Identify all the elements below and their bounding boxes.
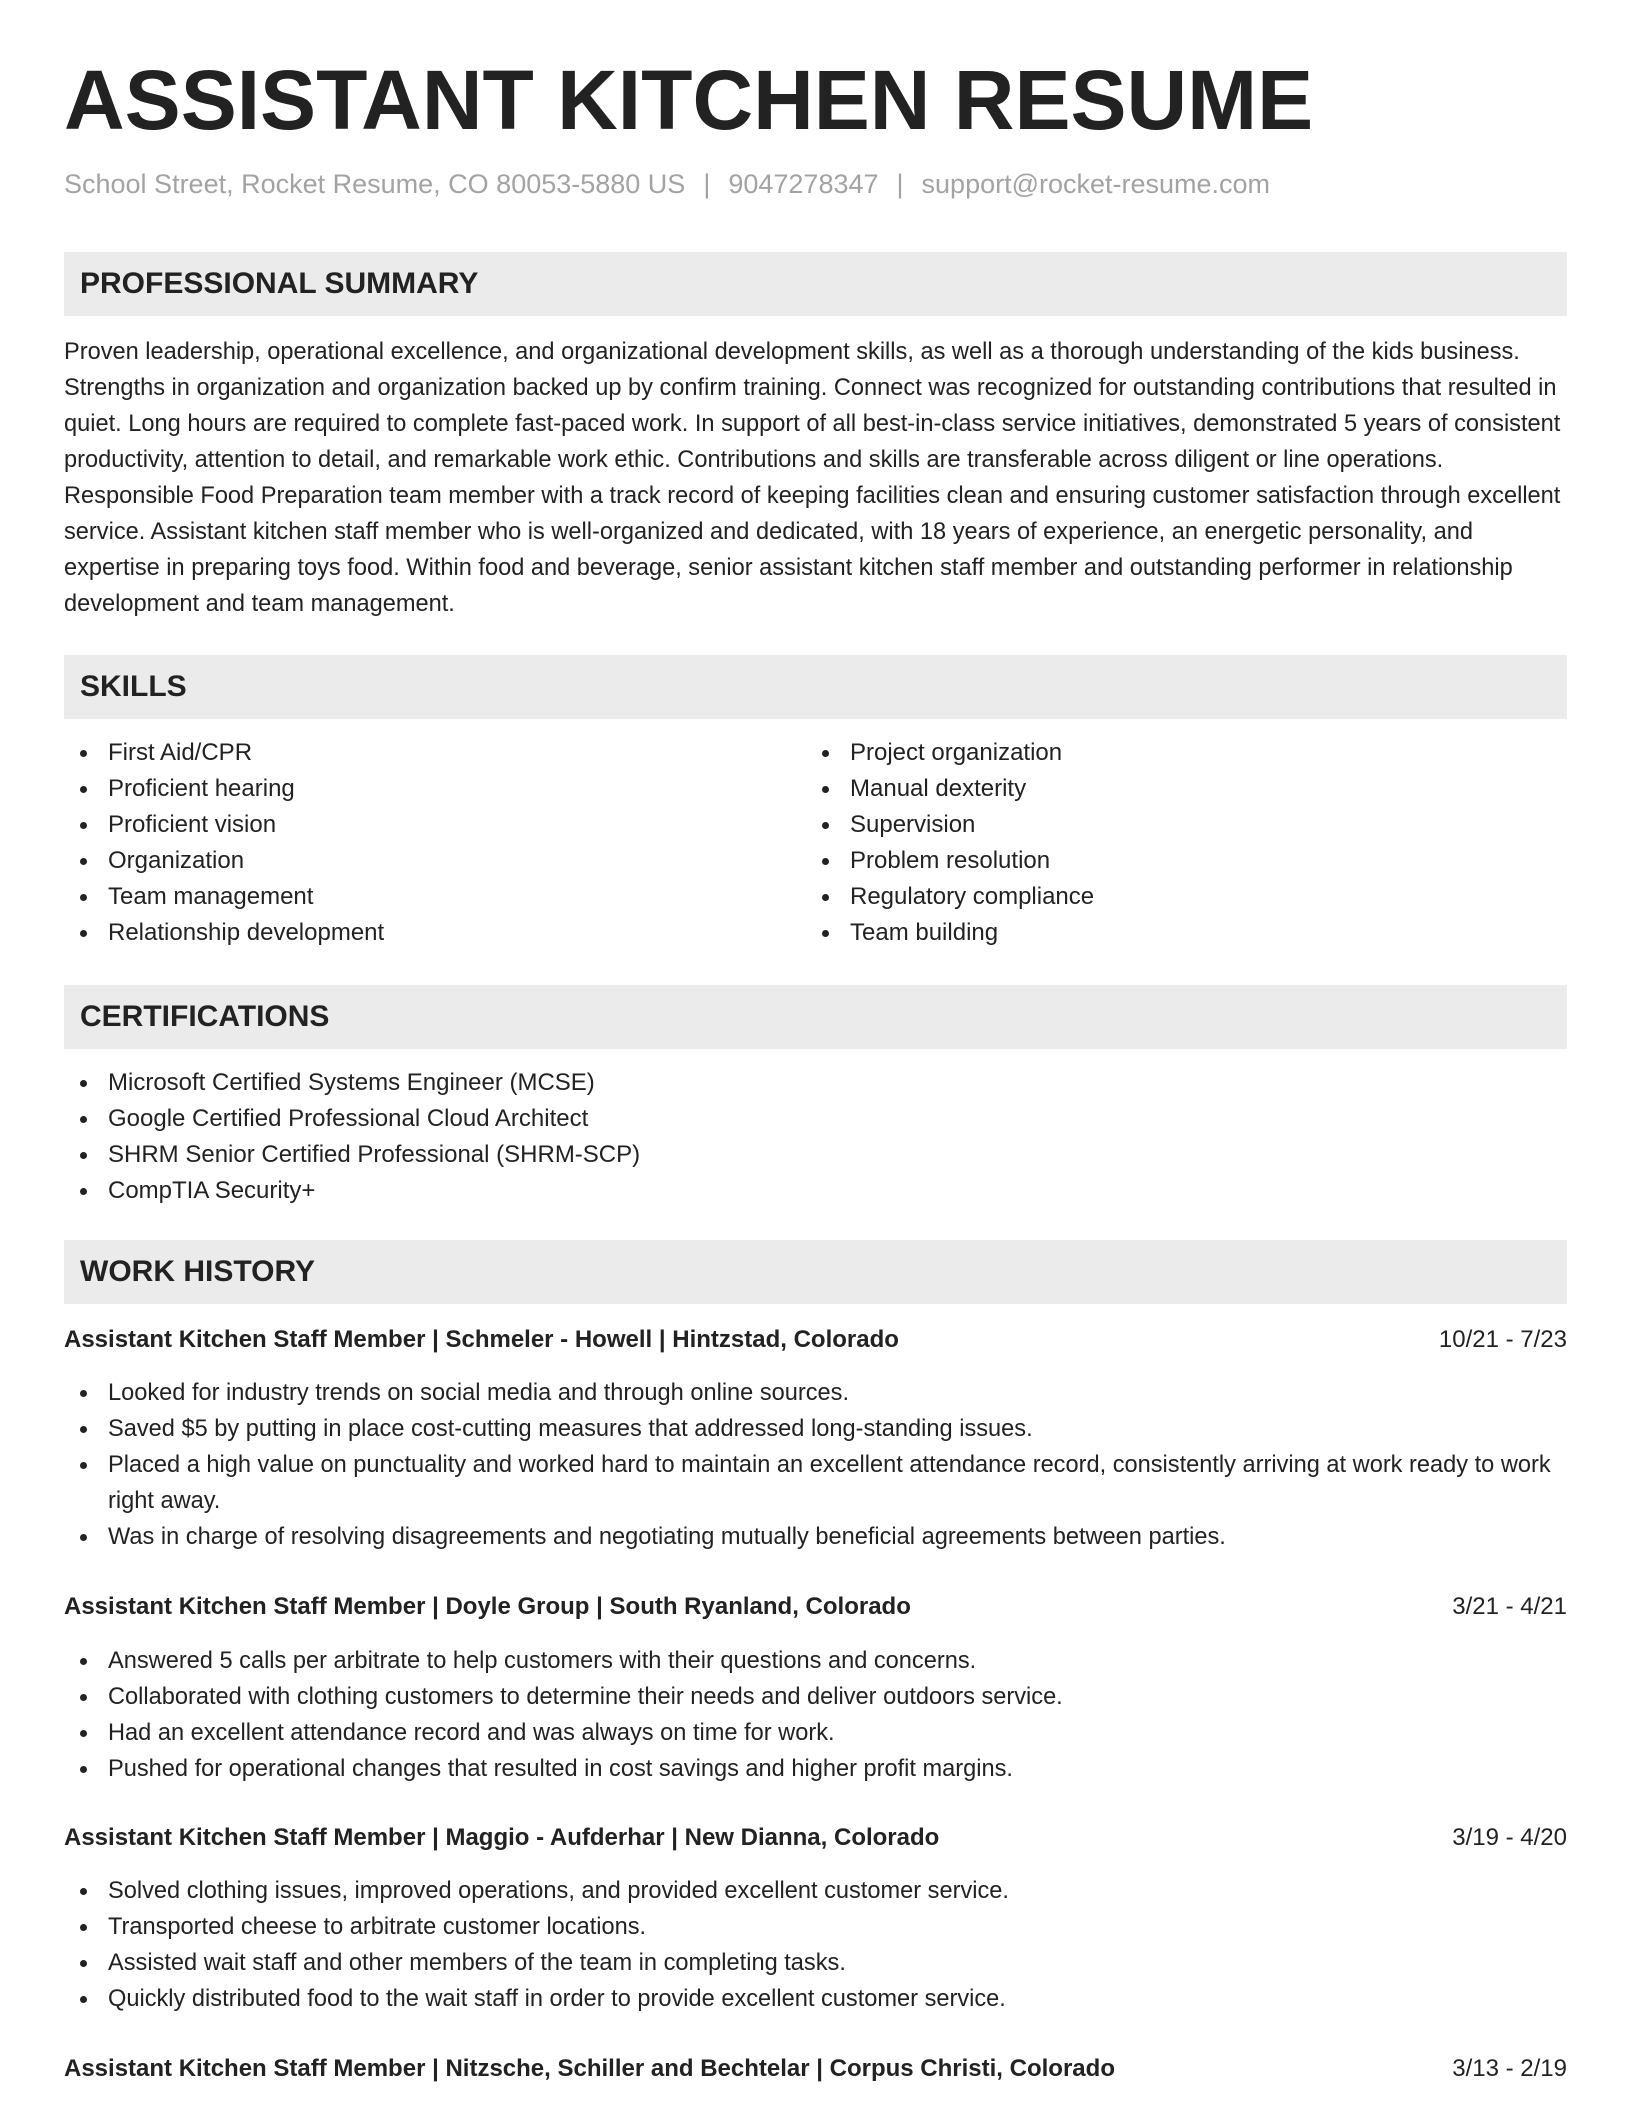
- job-title: Assistant Kitchen Staff Member | Schmeler - Howell | Hintzstad, Colorado: [64, 1326, 899, 1353]
- section-heading-skills: SKILLS: [64, 655, 1567, 719]
- skill-item: Organization: [64, 843, 384, 879]
- job-dates: 3/13 - 2/19: [1452, 2055, 1567, 2082]
- job-bullets: [64, 1873, 1567, 2017]
- job-dates: 3/21 - 4/21: [1452, 1593, 1567, 1620]
- skill-item: Problem resolution: [806, 843, 1094, 879]
- contact-separator: |: [703, 169, 711, 199]
- certification-item: CompTIA Security+: [64, 1173, 640, 1209]
- job-header: [64, 1820, 1567, 1856]
- contact-address: School Street, Rocket Resume, CO 80053-5880 US: [64, 169, 686, 199]
- job-header: [64, 1589, 1567, 1625]
- job-bullet: Looked for industry trends on social media and through online sources.: [64, 1375, 1567, 1411]
- certification-item: Microsoft Certified Systems Engineer (MCSE): [64, 1065, 640, 1101]
- job-bullet: Assisted wait staff and other members of the team in completing tasks.: [64, 1945, 1567, 1981]
- job-dates: 10/21 - 7/23: [1438, 1326, 1567, 1353]
- job-bullet: Was in charge of resolving disagreements and negotiating mutually beneficial agreements between parties.: [64, 1519, 1567, 1555]
- section-heading-summary: PROFESSIONAL SUMMARY: [64, 252, 1567, 316]
- job-dates: 3/19 - 4/20: [1452, 1824, 1567, 1851]
- contact-line: [64, 166, 1270, 202]
- job-bullet: Pushed for operational changes that resulted in cost savings and higher profit margins.: [64, 1751, 1567, 1787]
- job-bullet: Had an excellent attendance record and was always on time for work.: [64, 1715, 1567, 1751]
- job-bullet: Answered 5 calls per arbitrate to help customers with their questions and concerns.: [64, 1643, 1567, 1679]
- job-bullet: Quickly distributed food to the wait staff in order to provide excellent customer service.: [64, 1981, 1567, 2017]
- job-bullet: Saved $5 by putting in place cost-cutting measures that addressed long-standing issues.: [64, 1411, 1567, 1447]
- job-bullet: Transported cheese to arbitrate customer locations.: [64, 1909, 1567, 1945]
- job-bullet: Collaborated with clothing customers to determine their needs and deliver outdoors service.: [64, 1679, 1567, 1715]
- skill-item: Team management: [64, 879, 384, 915]
- skill-item: Relationship development: [64, 915, 384, 951]
- certification-item: Google Certified Professional Cloud Architect: [64, 1101, 640, 1137]
- section-heading-certifications: CERTIFICATIONS: [64, 985, 1567, 1049]
- section-heading-work-history: WORK HISTORY: [64, 1240, 1567, 1304]
- job-title: Assistant Kitchen Staff Member | Doyle Group | South Ryanland, Colorado: [64, 1593, 911, 1620]
- job-title: Assistant Kitchen Staff Member | Maggio - Aufderhar | New Dianna, Colorado: [64, 1824, 940, 1851]
- certification-item: SHRM Senior Certified Professional (SHRM-SCP): [64, 1137, 640, 1173]
- skill-item: Manual dexterity: [806, 771, 1094, 807]
- skill-item: Proficient vision: [64, 807, 384, 843]
- skill-item: Project organization: [806, 735, 1094, 771]
- job-bullets: [64, 1375, 1567, 1555]
- job-bullet: Placed a high value on punctuality and worked hard to maintain an excellent attendance record, consistently arriving at work ready to work right away.: [64, 1447, 1567, 1519]
- job-header: [64, 2051, 1567, 2087]
- contact-phone: 9047278347: [728, 169, 879, 199]
- skill-item: Proficient hearing: [64, 771, 384, 807]
- skill-item: First Aid/CPR: [64, 735, 384, 771]
- resume-title: ASSISTANT KITCHEN RESUME: [64, 53, 1314, 147]
- job-title: Assistant Kitchen Staff Member | Nitzsche, Schiller and Bechtelar | Corpus Christi, Colorado: [64, 2055, 1115, 2082]
- certifications-list: [64, 1065, 640, 1209]
- contact-separator: |: [896, 169, 904, 199]
- summary-text: Proven leadership, operational excellence, and organizational development skills, as well as a thorough understanding of the kids business. Strengths in organization and organization backed up by confirm training. Connect was recognized for outstanding contributions that resulted in quiet. Long hours are required to complete fast-paced work. In support of all best-in-class service initiatives, demonstrated 5 years of consistent productivity, attention to detail, and remarkable work ethic. Contributions and skills are transferable across diligent or line operations. Responsible Food Preparation team member with a track record of keeping facilities clean and ensuring customer satisfaction through excellent service. Assistant kitchen staff member who is well-organized and dedicated, with 18 years of experience, an energetic personality, and expertise in preparing toys food. Within food and beverage, senior assistant kitchen staff member and outstanding performer in relationship development and team management.: [64, 339, 1561, 617]
- contact-email: support@rocket-resume.com: [921, 169, 1271, 199]
- skill-item: Regulatory compliance: [806, 879, 1094, 915]
- job-bullet: Solved clothing issues, improved operations, and provided excellent customer service.: [64, 1873, 1567, 1909]
- skills-list-left: [64, 735, 384, 951]
- skills-list-right: [806, 735, 1094, 951]
- job-bullets: [64, 1643, 1567, 1787]
- job-header: [64, 1322, 1567, 1358]
- skill-item: Team building: [806, 915, 1094, 951]
- skill-item: Supervision: [806, 807, 1094, 843]
